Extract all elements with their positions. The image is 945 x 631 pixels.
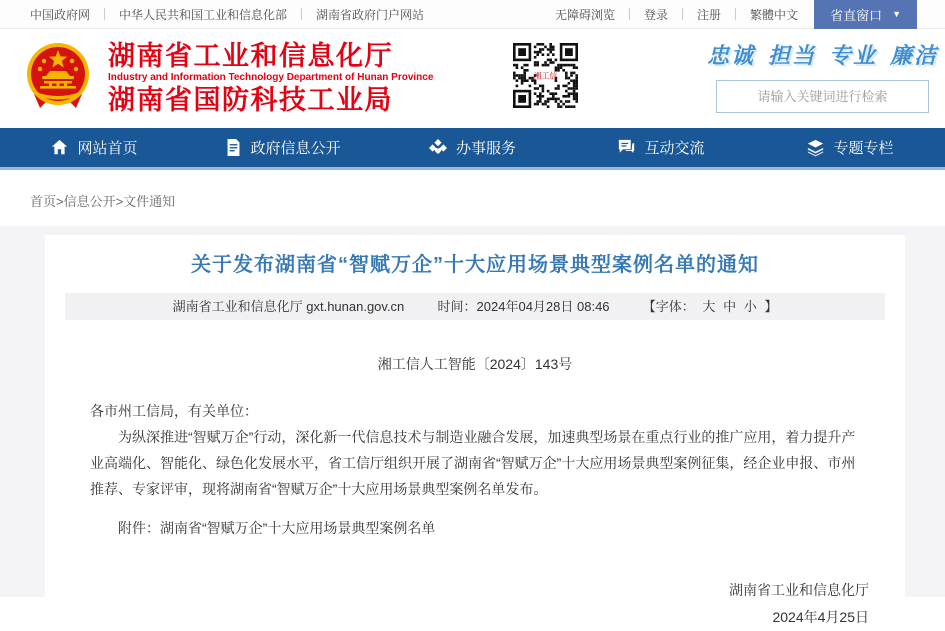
article-card: [45, 235, 905, 625]
attachment-line: 附件：湖南省“智赋万企”十大应用场景典型案例名单: [118, 520, 436, 536]
nav-label: 网站首页: [77, 140, 138, 157]
slogan-word: 担当: [767, 43, 816, 68]
slogan-banner: [707, 39, 938, 70]
national-emblem-icon: [20, 38, 96, 119]
nav-item-services[interactable]: [378, 128, 567, 167]
main-nav: [0, 128, 945, 170]
nav-label: 办事服务: [455, 140, 516, 157]
topbar-left-links: [0, 6, 424, 23]
top-utility-bar: [0, 0, 945, 29]
signature-org: 湖南省工业和信息化厅: [729, 582, 869, 598]
article-body: [45, 398, 905, 541]
font-size-medium[interactable]: 中: [723, 299, 737, 314]
qr-code: [513, 43, 578, 108]
divider: [682, 8, 683, 20]
document-icon: [226, 139, 241, 156]
nav-label: 互动交流: [644, 140, 705, 157]
nav-label: 专题专栏: [833, 140, 894, 157]
slogan-word: 专业: [829, 43, 878, 68]
org-name2-cn: 湖南省国防科技工业局: [108, 85, 393, 116]
home-icon: [51, 139, 68, 156]
content-background: [0, 226, 945, 625]
org-name-cn: 湖南省工业和信息化厅: [108, 41, 393, 72]
link-traditional-chinese[interactable]: 繁體中文: [750, 7, 799, 22]
signature-date: 2024年4月25日: [772, 609, 869, 625]
topbar-right-links: [555, 0, 945, 29]
font-size-small[interactable]: 小: [743, 299, 757, 314]
divider: [301, 8, 302, 20]
svg-text:湘工信: 湘工信: [533, 71, 558, 81]
site-logo[interactable]: [20, 38, 433, 119]
link-hunan-gov[interactable]: 湖南省政府门户网站: [316, 7, 425, 22]
slogan-word: 廉洁: [890, 43, 939, 68]
font-size-label: 【字体：: [642, 299, 695, 314]
link-register[interactable]: 注册: [697, 7, 722, 22]
search-input[interactable]: [717, 81, 928, 112]
signature-block: [45, 577, 905, 631]
header-right: [706, 39, 939, 113]
dropdown-label: 省直窗口: [830, 7, 883, 23]
salutation: 各市州工信局，有关单位：: [90, 403, 258, 419]
org-name-en: Industry and Information Technology Department of Hunan Province: [108, 71, 434, 83]
font-size-label-end: 】: [764, 299, 778, 314]
search-box: [716, 80, 929, 113]
service-heart-icon: [429, 139, 447, 157]
divider: [629, 8, 630, 20]
divider: [104, 8, 105, 20]
site-header: [0, 29, 945, 128]
nav-item-home[interactable]: [0, 128, 189, 167]
breadcrumb-bar: [0, 170, 945, 226]
org-titles: [108, 42, 433, 114]
nav-label: 政府信息公开: [250, 140, 341, 157]
divider: [735, 8, 736, 20]
link-china-gov[interactable]: 中国政府网: [30, 7, 91, 22]
article-time: 时间：2024年04月28日 08:46: [437, 299, 610, 314]
link-accessibility[interactable]: 无障碍浏览: [555, 7, 616, 22]
link-login[interactable]: 登录: [644, 7, 669, 22]
article-source: 湖南省工业和信息化厅 gxt.hunan.gov.cn: [172, 299, 405, 314]
provincial-window-dropdown[interactable]: [814, 0, 917, 29]
nav-item-special-topics[interactable]: [756, 128, 945, 167]
chat-bubble-icon: [618, 139, 635, 156]
nav-item-interaction[interactable]: [567, 128, 756, 167]
document-number: 湘工信人工智能〔2024〕143号: [377, 356, 573, 372]
font-size-large[interactable]: 大: [702, 299, 716, 314]
breadcrumb[interactable]: 首页>信息公开>文件通知: [30, 194, 176, 209]
slogan-word: 忠诚: [706, 43, 755, 68]
article-meta-bar: [65, 293, 885, 320]
nav-item-gov-info[interactable]: [189, 128, 378, 167]
link-miit[interactable]: 中华人民共和国工业和信息化部: [119, 7, 288, 22]
page-title: 关于发布湖南省“智赋万企”十大应用场景典型案例名单的通知: [191, 254, 759, 276]
chevron-down-icon: ▼: [892, 9, 901, 19]
layers-icon: [807, 139, 824, 156]
body-paragraph: 为纵深推进“智赋万企”行动，深化新一代信息技术与制造业融合发展，加速典型场景在重点行业的推广应用，着力提升产业高端化、智能化、绿色化发展水平，省工信厅组织开展了湖南省“智赋万企”十大应用场景典型案例征集，经企业申报、市州推荐、专家评审，现将湖南省“智赋万企”十大应用场景典型案例名单发布。: [90, 429, 856, 497]
